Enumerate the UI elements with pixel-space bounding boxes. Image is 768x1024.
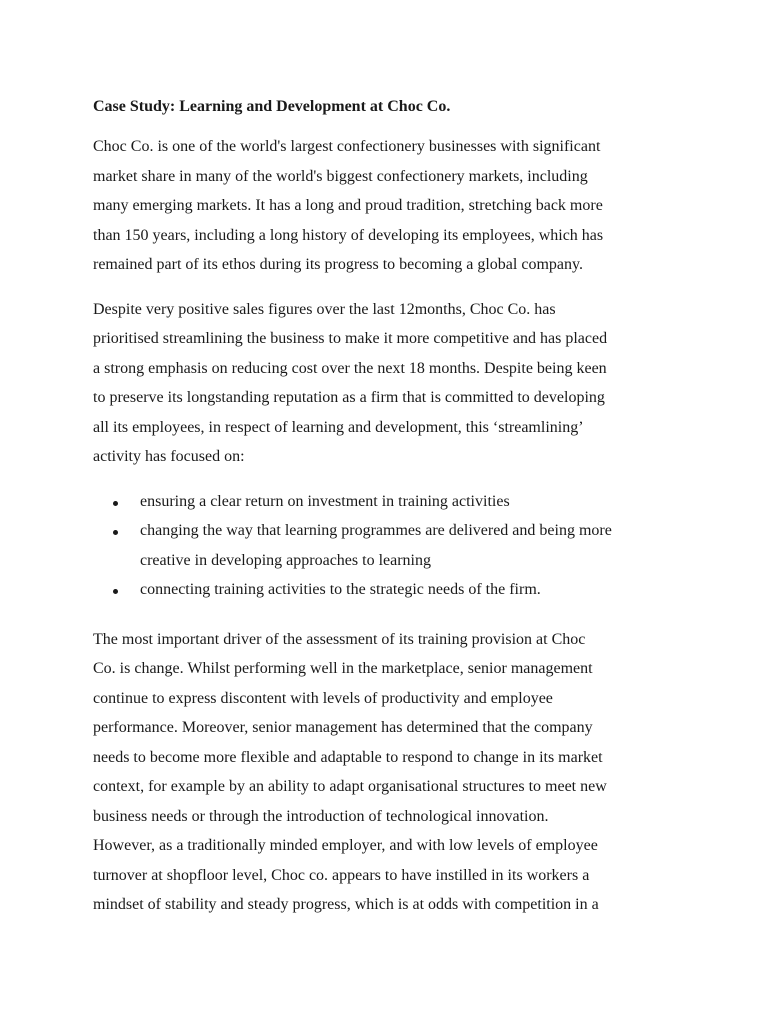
text-line: ensuring a clear return on investment in training activities (140, 492, 510, 510)
text-line: continue to express discontent with levels of productivity and employee (93, 689, 553, 707)
text-line: many emerging markets. It has a long and proud tradition, stretching back more (93, 197, 603, 214)
text-line: Despite very positive sales figures over the last 12months, Choc Co. has (93, 300, 556, 318)
text-line: than 150 years, including a long history of developing its employees, which has (93, 226, 604, 244)
list-item (93, 487, 693, 517)
text-line: performance. Moreover, senior management has determined that the company (93, 719, 593, 736)
document-title: Case Study: Learning and Development at Choc Co. (93, 98, 451, 115)
text-line: creative in developing approaches to learning (140, 551, 431, 569)
list-item (93, 516, 693, 575)
text-line: changing the way that learning programmes are delivered and being more (140, 522, 612, 539)
text-line: remained part of its ethos during its progress to becoming a global company. (93, 256, 583, 273)
text-line: market share in many of the world's biggest confectionery markets, including (93, 167, 588, 185)
text-line: The most important driver of the assessment of its training provision at Choc (93, 630, 586, 648)
text-line: connecting training activities to the strategic needs of the firm. (140, 581, 541, 598)
text-line: to preserve its longstanding reputation as a firm that is committed to developing (93, 389, 605, 406)
bullet-icon (113, 501, 118, 506)
paragraph-intro (93, 132, 693, 280)
paragraph-streamlining (93, 295, 693, 472)
bullet-list (93, 487, 693, 605)
bullet-icon (113, 530, 118, 535)
bullet-icon (113, 589, 118, 594)
paragraph-change-driver (93, 625, 693, 920)
text-line: Co. is change. Whilst performing well in the marketplace, senior management (93, 660, 593, 677)
text-line: activity has focused on: (93, 448, 245, 465)
text-line: However, as a traditionally minded employer, and with low levels of employee (93, 837, 598, 854)
text-line: needs to become more flexible and adaptable to respond to change in its market (93, 748, 603, 766)
text-line: turnover at shopfloor level, Choc co. appears to have instilled in its workers a (93, 866, 590, 884)
text-line: prioritised streamlining the business to make it more competitive and has placed (93, 330, 608, 347)
document-page (93, 96, 693, 935)
text-line: mindset of stability and steady progress, which is at odds with competition in a (93, 896, 599, 913)
text-line: business needs or through the introduction of technological innovation. (93, 807, 549, 825)
text-line: Choc Co. is one of the world's largest confectionery businesses with significant (93, 138, 601, 155)
text-line: all its employees, in respect of learning and development, this ‘streamlining’ (93, 418, 584, 436)
list-item (93, 575, 693, 605)
text-line: context, for example by an ability to adapt organisational structures to meet new (93, 778, 607, 795)
text-line: a strong emphasis on reducing cost over the next 18 months. Despite being keen (93, 359, 607, 377)
